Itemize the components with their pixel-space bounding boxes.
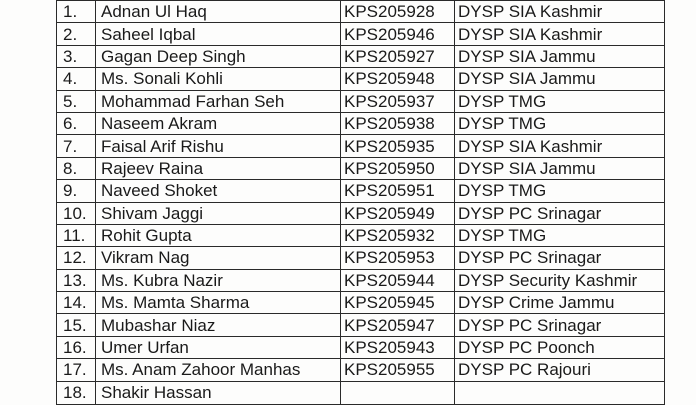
officer-name-cell: Adnan Ul Haq [96, 1, 341, 23]
posting-cell: DYSP TMG [455, 180, 665, 202]
posting-cell: DYSP TMG [455, 90, 665, 112]
posting-cell [455, 381, 665, 404]
officer-name-cell: Faisal Arif Rishu [96, 135, 341, 157]
officer-name-cell: Ms. Sonali Kohli [96, 68, 341, 90]
table-row [57, 336, 665, 358]
posting-cell: DYSP TMG [455, 224, 665, 246]
serial-number-cell: 14. [57, 292, 96, 314]
serial-number-cell: 15. [57, 314, 96, 336]
table-row [57, 202, 665, 224]
officer-name-cell: Rajeev Raina [96, 157, 341, 179]
service-number-cell: KPS205948 [341, 68, 455, 90]
officer-posting-table [56, 0, 665, 405]
posting-cell: DYSP SIA Jammu [455, 68, 665, 90]
serial-number-cell: 4. [57, 68, 96, 90]
table-row [57, 112, 665, 134]
service-number-cell: KPS205937 [341, 90, 455, 112]
officer-name-cell: Ms. Mamta Sharma [96, 292, 341, 314]
service-number-cell: KPS205946 [341, 23, 455, 45]
service-number-cell: KPS205938 [341, 112, 455, 134]
serial-number-cell: 7. [57, 135, 96, 157]
officer-name-cell: Saheel Iqbal [96, 23, 341, 45]
table-row [57, 23, 665, 45]
serial-number-cell: 8. [57, 157, 96, 179]
table-row [57, 180, 665, 202]
posting-cell: DYSP TMG [455, 112, 665, 134]
officer-name-cell: Shakir Hassan [96, 381, 341, 404]
table-row [57, 269, 665, 291]
service-number-cell: KPS205935 [341, 135, 455, 157]
table-row [57, 224, 665, 246]
service-number-cell: KPS205953 [341, 247, 455, 269]
table-row [57, 45, 665, 67]
serial-number-cell: 11. [57, 224, 96, 246]
posting-cell: DYSP PC Srinagar [455, 247, 665, 269]
table-row [57, 68, 665, 90]
service-number-cell: KPS205944 [341, 269, 455, 291]
officer-name-cell: Ms. Anam Zahoor Manhas [96, 359, 341, 381]
officer-name-cell: Vikram Nag [96, 247, 341, 269]
posting-cell: DYSP PC Srinagar [455, 202, 665, 224]
service-number-cell: KPS205932 [341, 224, 455, 246]
table-row [57, 157, 665, 179]
table-row [57, 90, 665, 112]
serial-number-cell: 10. [57, 202, 96, 224]
service-number-cell: KPS205945 [341, 292, 455, 314]
service-number-cell: KPS205927 [341, 45, 455, 67]
service-number-cell: KPS205950 [341, 157, 455, 179]
service-number-cell: KPS205943 [341, 336, 455, 358]
table-row [57, 135, 665, 157]
table-row [57, 359, 665, 381]
officer-name-cell: Naveed Shoket [96, 180, 341, 202]
serial-number-cell: 3. [57, 45, 96, 67]
posting-cell: DYSP PC Poonch [455, 336, 665, 358]
serial-number-cell: 9. [57, 180, 96, 202]
officer-name-cell: Mohammad Farhan Seh [96, 90, 341, 112]
officer-name-cell: Shivam Jaggi [96, 202, 341, 224]
serial-number-cell: 17. [57, 359, 96, 381]
serial-number-cell: 13. [57, 269, 96, 291]
table-row [57, 314, 665, 336]
service-number-cell: KPS205955 [341, 359, 455, 381]
table-row [57, 292, 665, 314]
posting-cell: DYSP SIA Jammu [455, 45, 665, 67]
table-row [57, 381, 665, 404]
service-number-cell [341, 381, 455, 404]
officer-name-cell: Umer Urfan [96, 336, 341, 358]
service-number-cell: KPS205949 [341, 202, 455, 224]
table-body [57, 0, 665, 404]
serial-number-cell: 16. [57, 336, 96, 358]
serial-number-cell: 5. [57, 90, 96, 112]
posting-cell: DYSP PC Rajouri [455, 359, 665, 381]
table-row [57, 1, 665, 23]
officer-name-cell: Ms. Kubra Nazir [96, 269, 341, 291]
serial-number-cell: 6. [57, 112, 96, 134]
service-number-cell: KPS205947 [341, 314, 455, 336]
posting-cell: DYSP SIA Kashmir [455, 23, 665, 45]
posting-cell: DYSP SIA Kashmir [455, 1, 665, 23]
posting-cell: DYSP Security Kashmir [455, 269, 665, 291]
posting-cell: DYSP SIA Kashmir [455, 135, 665, 157]
posting-cell: DYSP Crime Jammu [455, 292, 665, 314]
serial-number-cell: 18. [57, 381, 96, 404]
posting-cell: DYSP SIA Jammu [455, 157, 665, 179]
posting-cell: DYSP PC Srinagar [455, 314, 665, 336]
service-number-cell: KPS205951 [341, 180, 455, 202]
officer-name-cell: Naseem Akram [96, 112, 341, 134]
serial-number-cell: 2. [57, 23, 96, 45]
serial-number-cell: 12. [57, 247, 96, 269]
service-number-cell: KPS205928 [341, 1, 455, 23]
table-row [57, 247, 665, 269]
officer-name-cell: Mubashar Niaz [96, 314, 341, 336]
serial-number-cell: 1. [57, 1, 96, 23]
officer-name-cell: Rohit Gupta [96, 224, 341, 246]
officer-name-cell: Gagan Deep Singh [96, 45, 341, 67]
